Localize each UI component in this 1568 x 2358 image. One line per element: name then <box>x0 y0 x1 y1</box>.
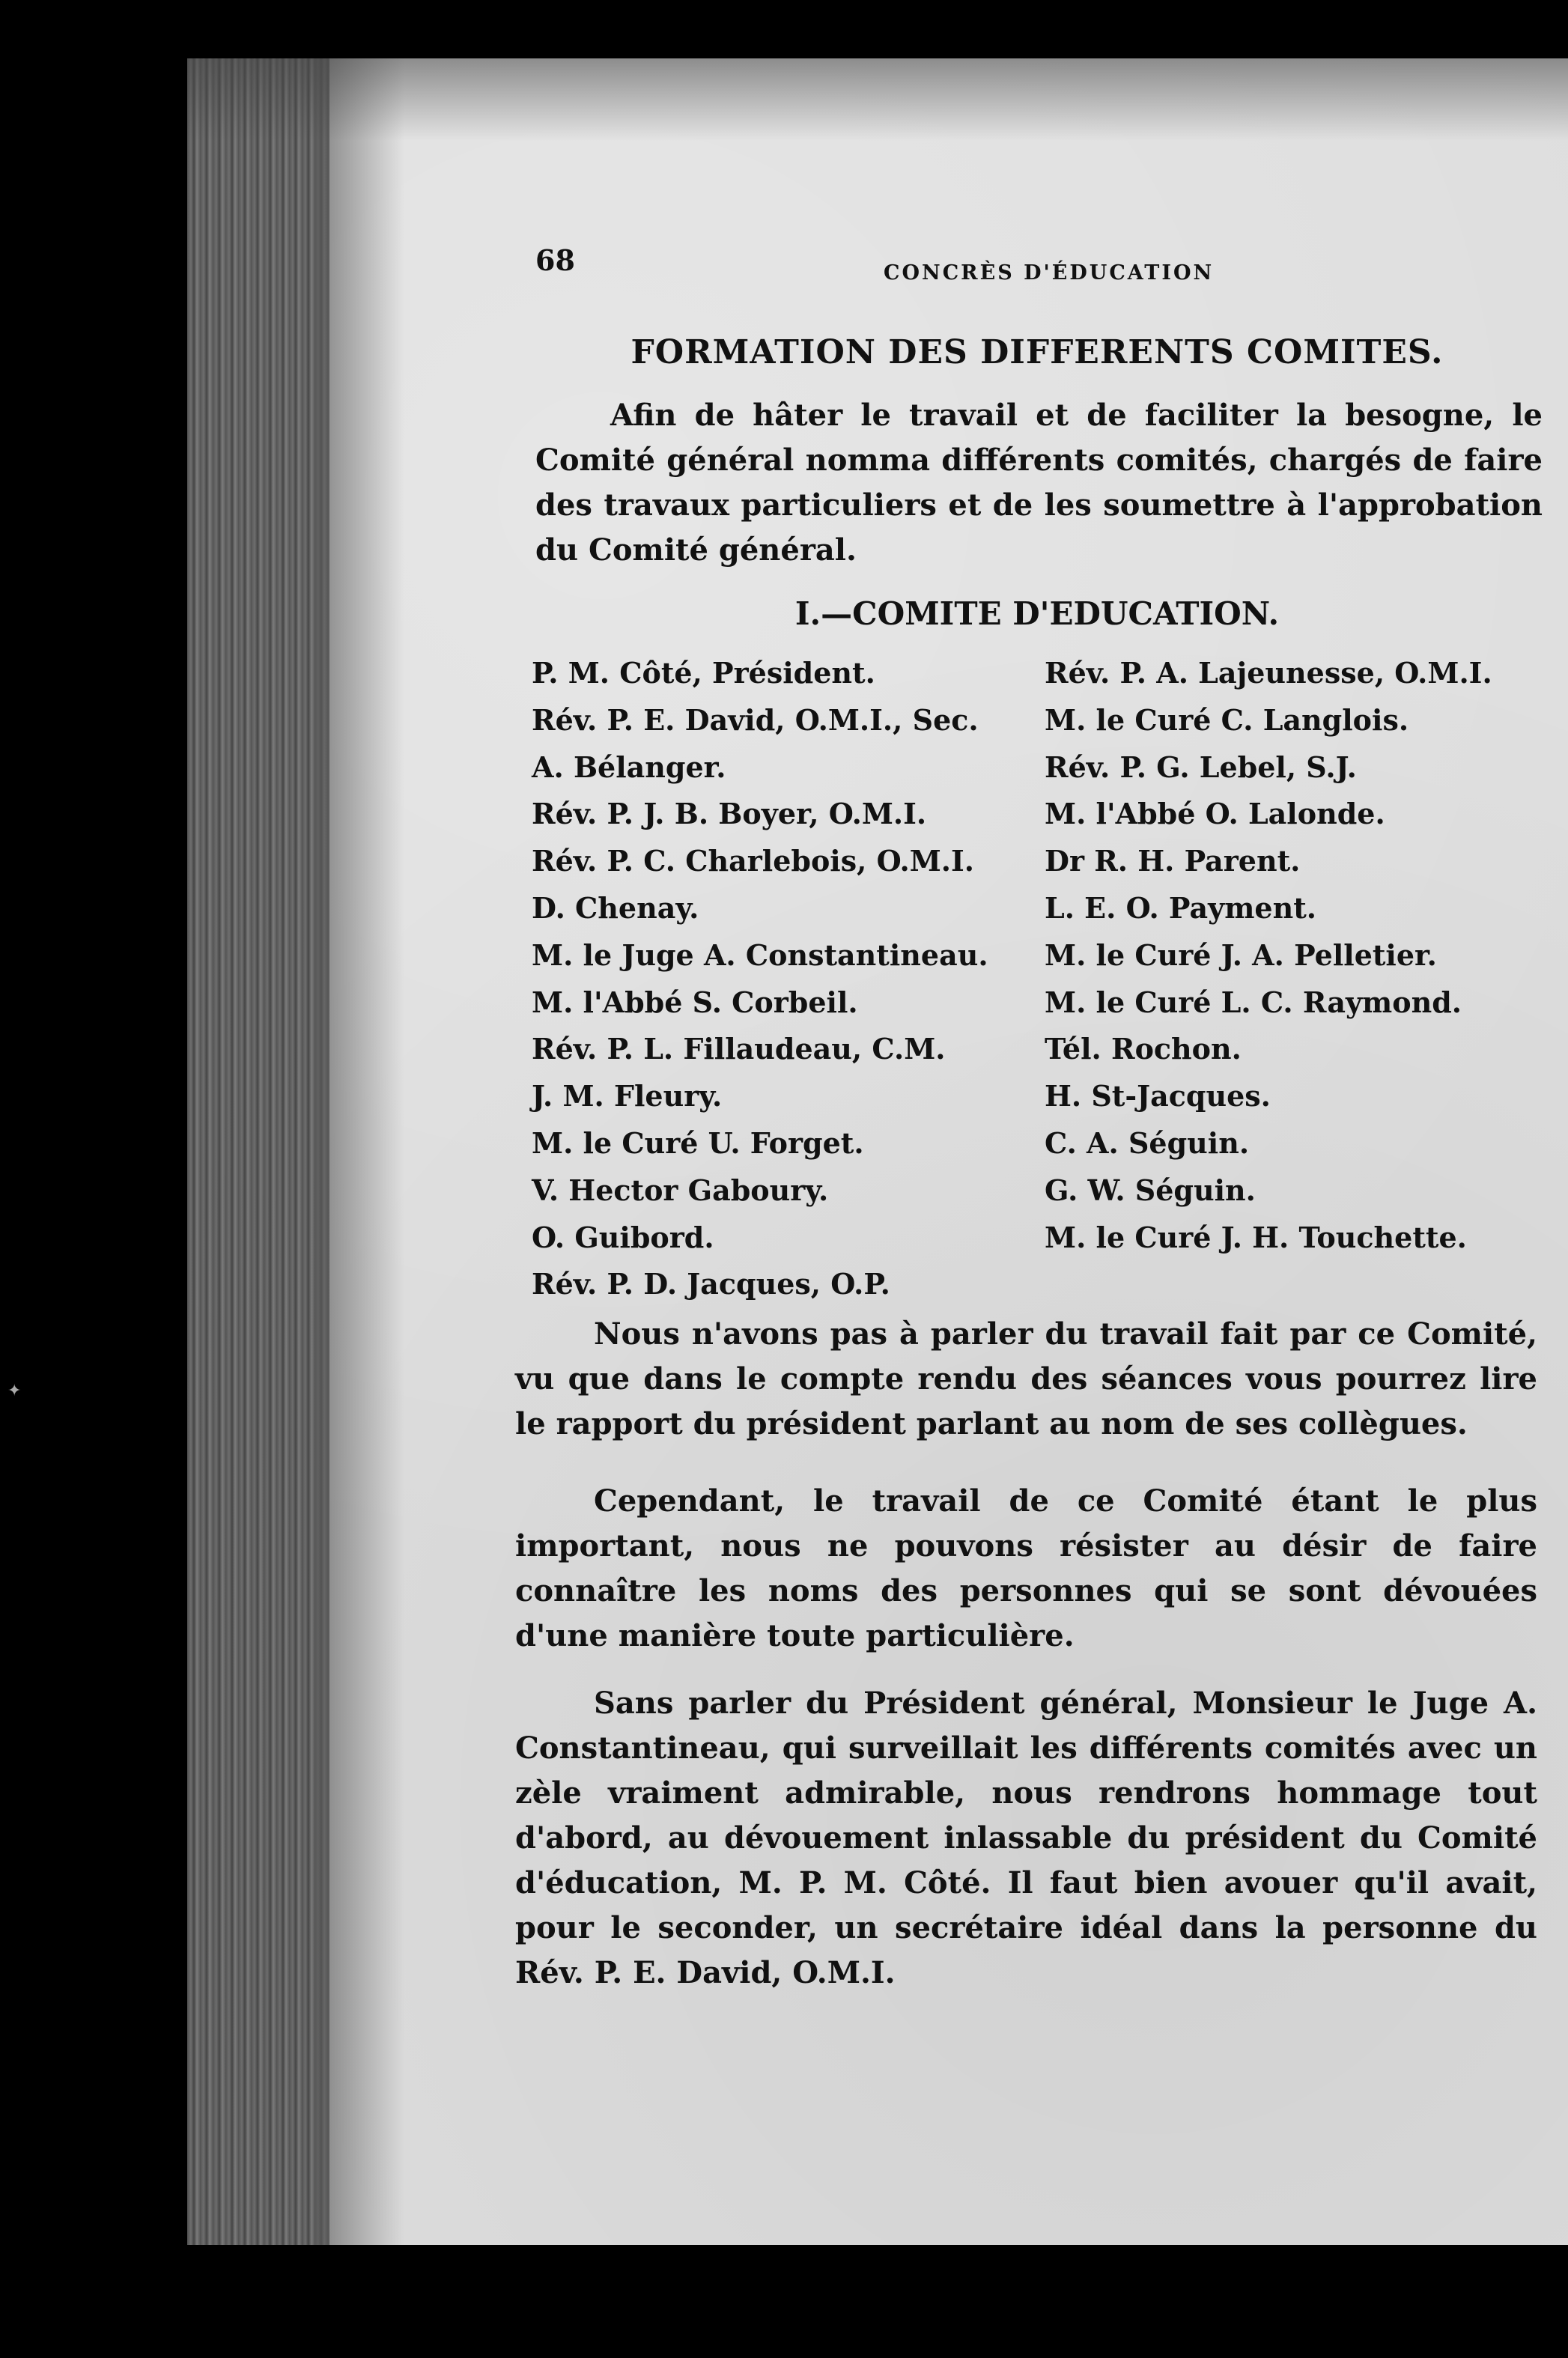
body-paragraph: Nous n'avons pas à parler du travail fait par ce Comité, vu que dans le compte rendu des séances vous pourrez lire le rapport du président parlant au nom de ses collègues. <box>515 1316 1537 1441</box>
member-name: M. l'Abbé S. Corbeil. <box>532 985 858 1019</box>
body-paragraph: Cependant, le travail de ce Comité étant le plus important, nous ne pouvons résister au désir de faire connaître les noms des personnes qui se sont dévouées d'une manière toute particulière. <box>515 1483 1537 1653</box>
running-title: CONCRÈS D'ÉDUCATION <box>884 261 1215 285</box>
member-name: M. le Juge A. Constantineau. <box>532 938 988 972</box>
member-name: Rév. P. C. Charlebois, O.M.I. <box>532 844 974 878</box>
member-name: Tél. Rochon. <box>1045 1032 1242 1066</box>
member-name: M. le Curé C. Langlois. <box>1045 702 1409 737</box>
member-name: M. le Curé L. C. Raymond. <box>1045 985 1462 1019</box>
member-name: C. A. Séguin. <box>1045 1125 1250 1160</box>
member-name: V. Hector Gaboury. <box>532 1173 829 1207</box>
member-name: G. W. Séguin. <box>1045 1173 1256 1207</box>
member-name: Rév. P. J. B. Boyer, O.M.I. <box>532 797 927 831</box>
member-name: Rév. P. L. Fillaudeau, C.M. <box>532 1032 946 1066</box>
member-name: P. M. Côté, Président. <box>532 656 875 690</box>
member-name: M. le Curé U. Forget. <box>532 1125 864 1160</box>
member-name: H. St-Jacques. <box>1045 1079 1271 1113</box>
member-name: O. Guibord. <box>532 1220 714 1254</box>
member-name: A. Bélanger. <box>532 750 726 784</box>
member-name: D. Chenay. <box>532 890 699 925</box>
body-paragraph: Sans parler du Président général, Monsieur le Juge A. Constantineau, qui surveillait les différents comités avec un zèle vraiment admirable, nous rendrons hommage tout d'abord, au dévouement inlassable du président du Comité d'éducation, M. P. M. Côté. Il faut bien avouer qu'il avait, pour le seconder, un secrétaire idéal dans la personne du Rév. P. E. David, O.M.I. <box>515 1686 1537 1990</box>
member-name: L. E. O. Payment. <box>1045 890 1316 925</box>
committee-members-right <box>1045 650 1554 1261</box>
member-name: J. M. Fleury. <box>532 1079 723 1113</box>
member-name: M. le Curé J. A. Pelletier. <box>1045 938 1437 972</box>
member-name: M. le Curé J. H. Touchette. <box>1045 1220 1467 1254</box>
dust-speck: ✦ <box>7 1382 22 1400</box>
page-number: 68 <box>535 243 575 277</box>
member-name: Dr R. H. Parent. <box>1045 844 1301 878</box>
running-head <box>535 243 1546 288</box>
committee-members-left <box>532 650 1041 1308</box>
committee-title: I.—COMITE D'EDUCATION. <box>794 595 1280 632</box>
member-name: Rév. P. G. Lebel, S.J. <box>1045 750 1357 784</box>
member-name: Rév. P. A. Lajeunesse, O.M.I. <box>1045 656 1492 690</box>
member-name: Rév. P. D. Jacques, O.P. <box>532 1267 890 1301</box>
member-name: Rév. P. E. David, O.M.I., Sec. <box>532 702 979 737</box>
member-name: M. l'Abbé O. Lalonde. <box>1045 797 1385 831</box>
section-title: FORMATION DES DIFFERENTS COMITES. <box>630 333 1444 371</box>
intro-paragraph: Afin de hâter le travail et de faciliter la besogne, le Comité général nomma différents comités, chargés de faire des travaux particuliers et de les soumettre à l'approbation du Comité général. <box>535 398 1543 568</box>
